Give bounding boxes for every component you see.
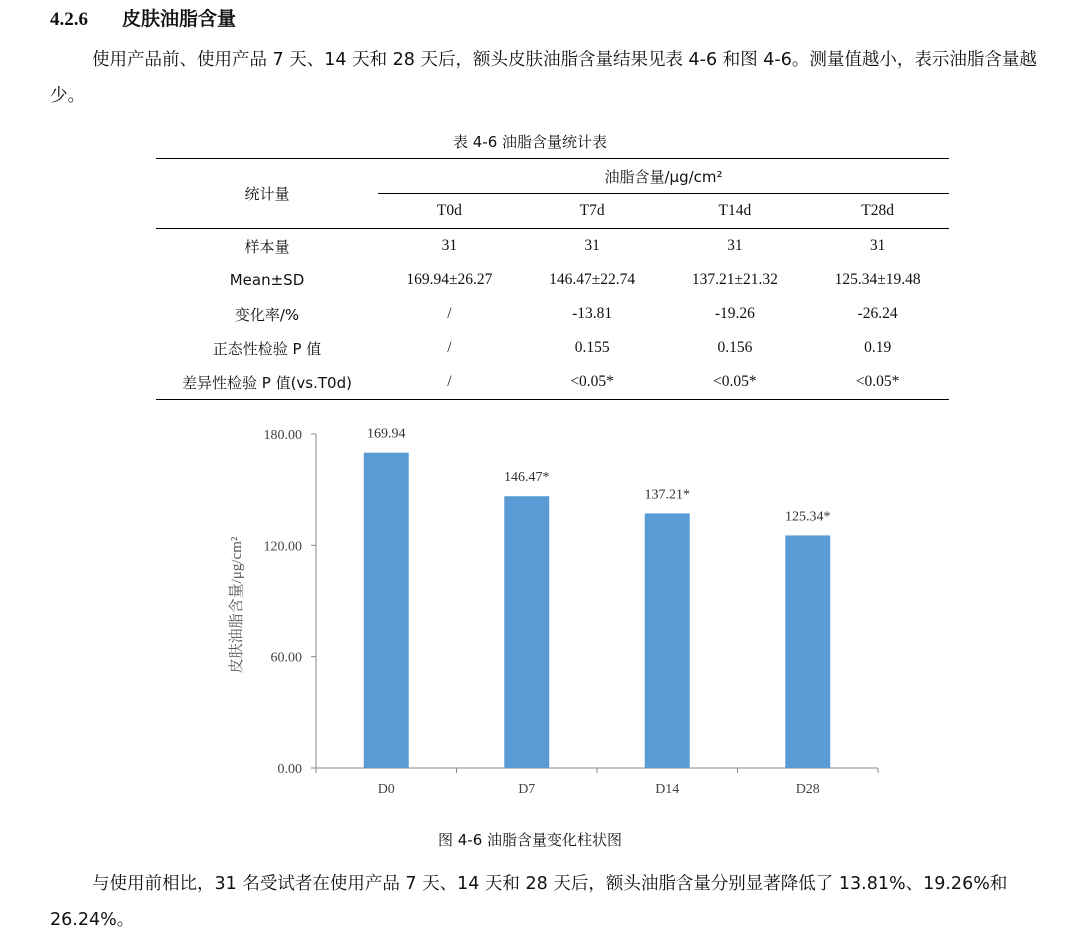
row-label: Mean±SD bbox=[229, 271, 305, 289]
row-header: 统计量 bbox=[156, 159, 378, 229]
section-number: 4.2.6 bbox=[50, 9, 88, 30]
table-body bbox=[156, 229, 949, 400]
stats-table bbox=[156, 158, 949, 400]
table-cell: / bbox=[447, 339, 452, 356]
section-title: 皮肤油脂含量 bbox=[122, 8, 237, 30]
bar bbox=[364, 453, 409, 768]
section-heading bbox=[50, 4, 236, 31]
table-cell: / bbox=[447, 305, 452, 322]
bar-chart bbox=[210, 418, 910, 818]
y-tick-label: 0.00 bbox=[277, 762, 302, 777]
table-cell: / bbox=[447, 373, 452, 390]
table-cell: 0.155 bbox=[574, 339, 610, 356]
row-label: 样本量 bbox=[244, 237, 290, 256]
table-cell: <0.05* bbox=[713, 373, 757, 390]
y-ticks bbox=[264, 428, 317, 777]
column-header: T7d bbox=[579, 202, 605, 219]
x-tick-label: D7 bbox=[518, 782, 536, 797]
row-label: 变化率/% bbox=[234, 305, 300, 324]
column-header: T28d bbox=[861, 202, 894, 219]
group-header: 油脂含量/μg/cm² bbox=[378, 159, 949, 194]
row-label: 差异性检验 P 值(vs.T0d) bbox=[182, 373, 352, 392]
y-tick-label: 180.00 bbox=[263, 428, 302, 443]
table-caption: 表 4-6 油脂含量统计表 bbox=[452, 133, 608, 151]
table-cell: -13.81 bbox=[572, 305, 613, 322]
row-label: 正态性检验 P 值 bbox=[212, 339, 322, 358]
column-header: T14d bbox=[718, 202, 752, 219]
table-cell: 31 bbox=[869, 237, 886, 254]
table-row bbox=[156, 365, 949, 400]
x-tick-label: D28 bbox=[795, 782, 820, 797]
table-cell: 146.47±22.74 bbox=[549, 271, 636, 288]
bar-data-label: 169.94 bbox=[367, 426, 406, 442]
table-cell: 0.156 bbox=[717, 339, 753, 356]
bar-data-label: 125.34* bbox=[785, 509, 831, 525]
column-header: T0d bbox=[436, 202, 462, 219]
table-cell: <0.05* bbox=[570, 373, 614, 390]
table-cell: -19.26 bbox=[714, 305, 755, 322]
x-tick-label: D14 bbox=[655, 782, 680, 797]
table-cell: 137.21±21.32 bbox=[691, 271, 778, 288]
table-row bbox=[156, 229, 949, 264]
figure-caption: 图 4-6 油脂含量变化柱状图 bbox=[437, 831, 623, 849]
bar-data-label: 146.47* bbox=[504, 470, 550, 486]
table-row bbox=[156, 297, 949, 331]
table-cell: 31 bbox=[727, 237, 743, 254]
bar bbox=[504, 496, 549, 768]
y-tick-label: 120.00 bbox=[263, 539, 302, 555]
bars bbox=[364, 427, 831, 797]
table-cell: 125.34±19.48 bbox=[834, 271, 921, 288]
y-axis-label: 皮肤油脂含量/μg/cm² bbox=[229, 536, 245, 674]
table-cell: 0.19 bbox=[864, 339, 892, 356]
x-ticks bbox=[316, 768, 878, 773]
table-row bbox=[156, 263, 949, 297]
x-tick-label: D0 bbox=[377, 782, 395, 797]
bar bbox=[785, 535, 830, 768]
table-row bbox=[156, 331, 949, 365]
table-cell: 169.94±26.27 bbox=[406, 271, 493, 288]
table-cell: 31 bbox=[441, 237, 458, 254]
table-cell: 31 bbox=[584, 237, 600, 254]
table-cell: <0.05* bbox=[855, 373, 900, 390]
intro-paragraph: 使用产品前、使用产品 7 天、14 天和 28 天后，额头皮肤油脂含量结果见表 4-6 和图 4-6。测量值越小，表示油脂含量越少。 bbox=[50, 50, 1037, 106]
bar bbox=[645, 513, 690, 768]
table-cell: -26.24 bbox=[857, 305, 898, 322]
y-tick-label: 60.00 bbox=[270, 650, 302, 666]
conclusion-paragraph: 与使用前相比，31 名受试者在使用产品 7 天、14 天和 28 天后，额头油脂含量分别显著降低了 13.81%、19.26%和 26.24%。 bbox=[50, 874, 1008, 930]
bar-data-label: 137.21* bbox=[644, 487, 690, 503]
